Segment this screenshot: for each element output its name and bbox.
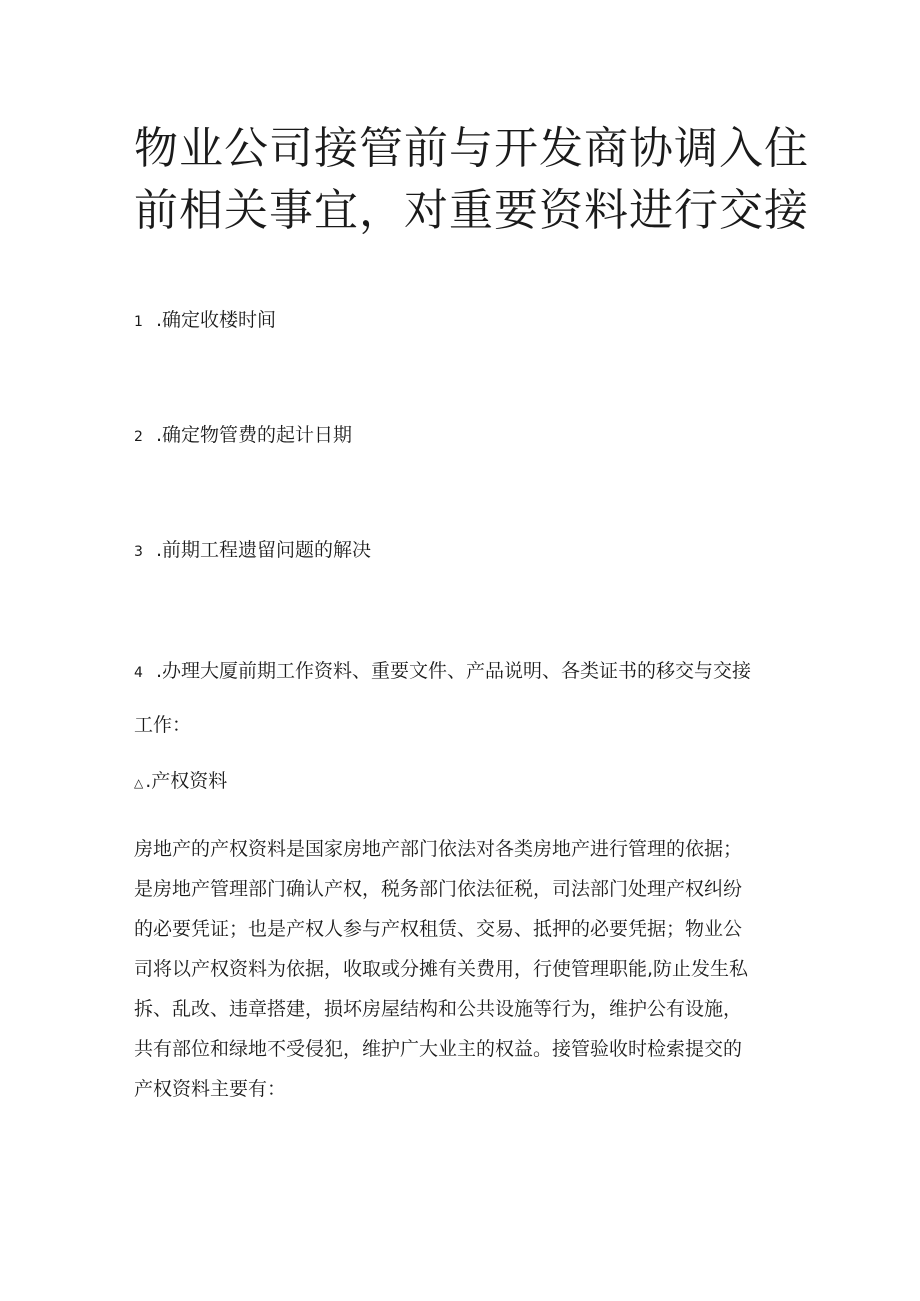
paragraph-line: 司将以产权资料为依据，收取或分摊有关费用，行使管理职能,防止发生私 bbox=[134, 958, 749, 980]
list-item-number: 3 bbox=[134, 544, 143, 560]
list-item-3 bbox=[134, 534, 371, 568]
triangle-marker-icon: △ bbox=[134, 776, 144, 790]
list-item-row-1 bbox=[134, 645, 794, 699]
section-subheading bbox=[134, 765, 227, 799]
subheading-text: .产权资料 bbox=[145, 770, 228, 792]
list-item-number: 1 bbox=[134, 314, 143, 330]
body-paragraph bbox=[134, 829, 794, 1109]
list-item-1 bbox=[134, 304, 276, 338]
list-item-2 bbox=[134, 419, 352, 453]
paragraph-line: 产权资料主要有： bbox=[134, 1078, 287, 1100]
list-item-text: .前期工程遗留问题的解决 bbox=[156, 539, 372, 561]
list-item-text: .确定物管费的起计日期 bbox=[156, 424, 353, 446]
list-item-4 bbox=[134, 645, 794, 751]
list-item-text: .确定收楼时间 bbox=[156, 309, 277, 331]
paragraph-line: 房地产的产权资料是国家房地产部门依法对各类房地产进行管理的依据； bbox=[134, 838, 743, 860]
list-item-number: 4 bbox=[134, 665, 143, 681]
paragraph-line: 的必要凭证；也是产权人参与产权租赁、交易、抵押的必要凭据；物业公 bbox=[134, 918, 743, 940]
title-line-2: 前相关事宜，对重要资料进行交接 bbox=[134, 185, 809, 236]
paragraph-line: 共有部位和绿地不受侵犯，维护广大业主的权益。接管验收时检索提交的 bbox=[134, 1038, 743, 1060]
list-item-number: 2 bbox=[134, 429, 143, 445]
title-line-1: 物业公司接管前与开发商协调入住 bbox=[134, 123, 809, 174]
paragraph-line: 是房地产管理部门确认产权，税务部门依法征税，司法部门处理产权纠纷 bbox=[134, 878, 743, 900]
document-title bbox=[134, 118, 834, 242]
list-item-row-2: 工作： bbox=[134, 714, 192, 736]
list-item-text: .办理大厦前期工作资料、重要文件、产品说明、各类证书的移交与交接 bbox=[156, 660, 752, 682]
paragraph-line: 拆、乱改、违章搭建，损坏房屋结构和公共设施等行为，维护公有设施， bbox=[134, 998, 743, 1020]
